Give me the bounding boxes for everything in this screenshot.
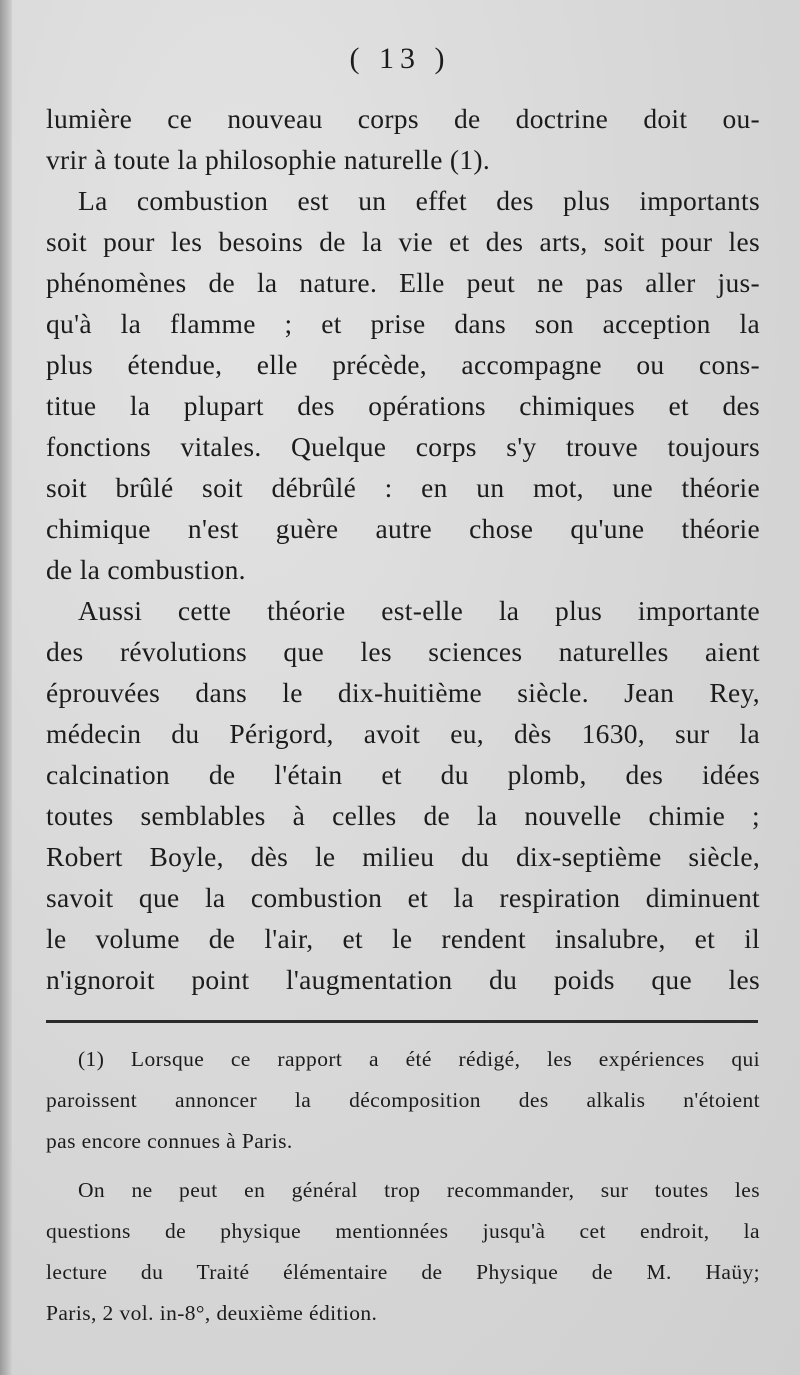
text-line: médecin du Périgord, avoit eu, dès 1630, sur la xyxy=(46,718,760,749)
text-line: phénomènes de la nature. Elle peut ne pas aller jus- xyxy=(46,267,760,298)
text-line: savoit que la combustion et la respiration diminuent xyxy=(46,882,760,913)
text-line: chimique n'est guère autre chose qu'une théorie xyxy=(46,513,760,544)
text-line: titue la plupart des opérations chimiques et des xyxy=(46,390,760,421)
footnote-line: lecture du Traité élémentaire de Physique de M. Haüy; xyxy=(46,1260,760,1284)
footnote-separator xyxy=(46,1020,758,1023)
text-line: le volume de l'air, et le rendent insalubre, et il xyxy=(46,923,760,954)
text-line: lumière ce nouveau corps de doctrine doit ou- xyxy=(46,103,760,134)
text-line: soit brûlé soit débrûlé : en un mot, une théorie xyxy=(46,472,760,503)
text-line: de la combustion. xyxy=(46,554,246,585)
body-text xyxy=(46,98,760,1000)
text-line: fonctions vitales. Quelque corps s'y trouve toujours xyxy=(46,431,760,462)
text-line: Aussi cette théorie est-elle la plus importante xyxy=(78,595,760,626)
text-line: calcination de l'étain et du plomb, des idées xyxy=(46,759,760,790)
text-line: toutes semblables à celles de la nouvelle chimie ; xyxy=(46,800,760,831)
footnote-line: On ne peut en général trop recommander, sur toutes les xyxy=(78,1178,760,1202)
footnote-line: pas encore connues à Paris. xyxy=(46,1129,293,1153)
text-line: qu'à la flamme ; et prise dans son acception la xyxy=(46,308,760,339)
footnote-line: questions de physique mentionnées jusqu'à cet endroit, la xyxy=(46,1219,760,1243)
footnote-line: paroissent annoncer la décomposition des alkalis n'étoient xyxy=(46,1088,760,1112)
page-number: ( 13 ) xyxy=(349,42,451,75)
text-line: éprouvées dans le dix-huitième siècle. Jean Rey, xyxy=(46,677,760,708)
footnotes xyxy=(46,1042,760,1345)
text-line: n'ignoroit point l'augmentation du poids que les xyxy=(46,964,760,995)
text-line: des révolutions que les sciences naturelles aient xyxy=(46,636,760,667)
text-line: soit pour les besoins de la vie et des arts, soit pour les xyxy=(46,226,760,257)
text-line: Robert Boyle, dès le milieu du dix-septième siècle, xyxy=(46,841,760,872)
footnote-note xyxy=(46,1173,760,1337)
footnote-line: Paris, 2 vol. in-8°, deuxième édition. xyxy=(46,1301,378,1325)
text-line: plus étendue, elle précède, accompagne ou cons- xyxy=(46,349,760,380)
footnote-1 xyxy=(46,1042,760,1165)
text-line: La combustion est un effet des plus importants xyxy=(78,185,760,216)
text-line: vrir à toute la philosophie naturelle (1). xyxy=(46,144,491,175)
page-edge-shadow xyxy=(0,0,12,1375)
footnote-line: (1) Lorsque ce rapport a été rédigé, les expériences qui xyxy=(78,1047,760,1071)
